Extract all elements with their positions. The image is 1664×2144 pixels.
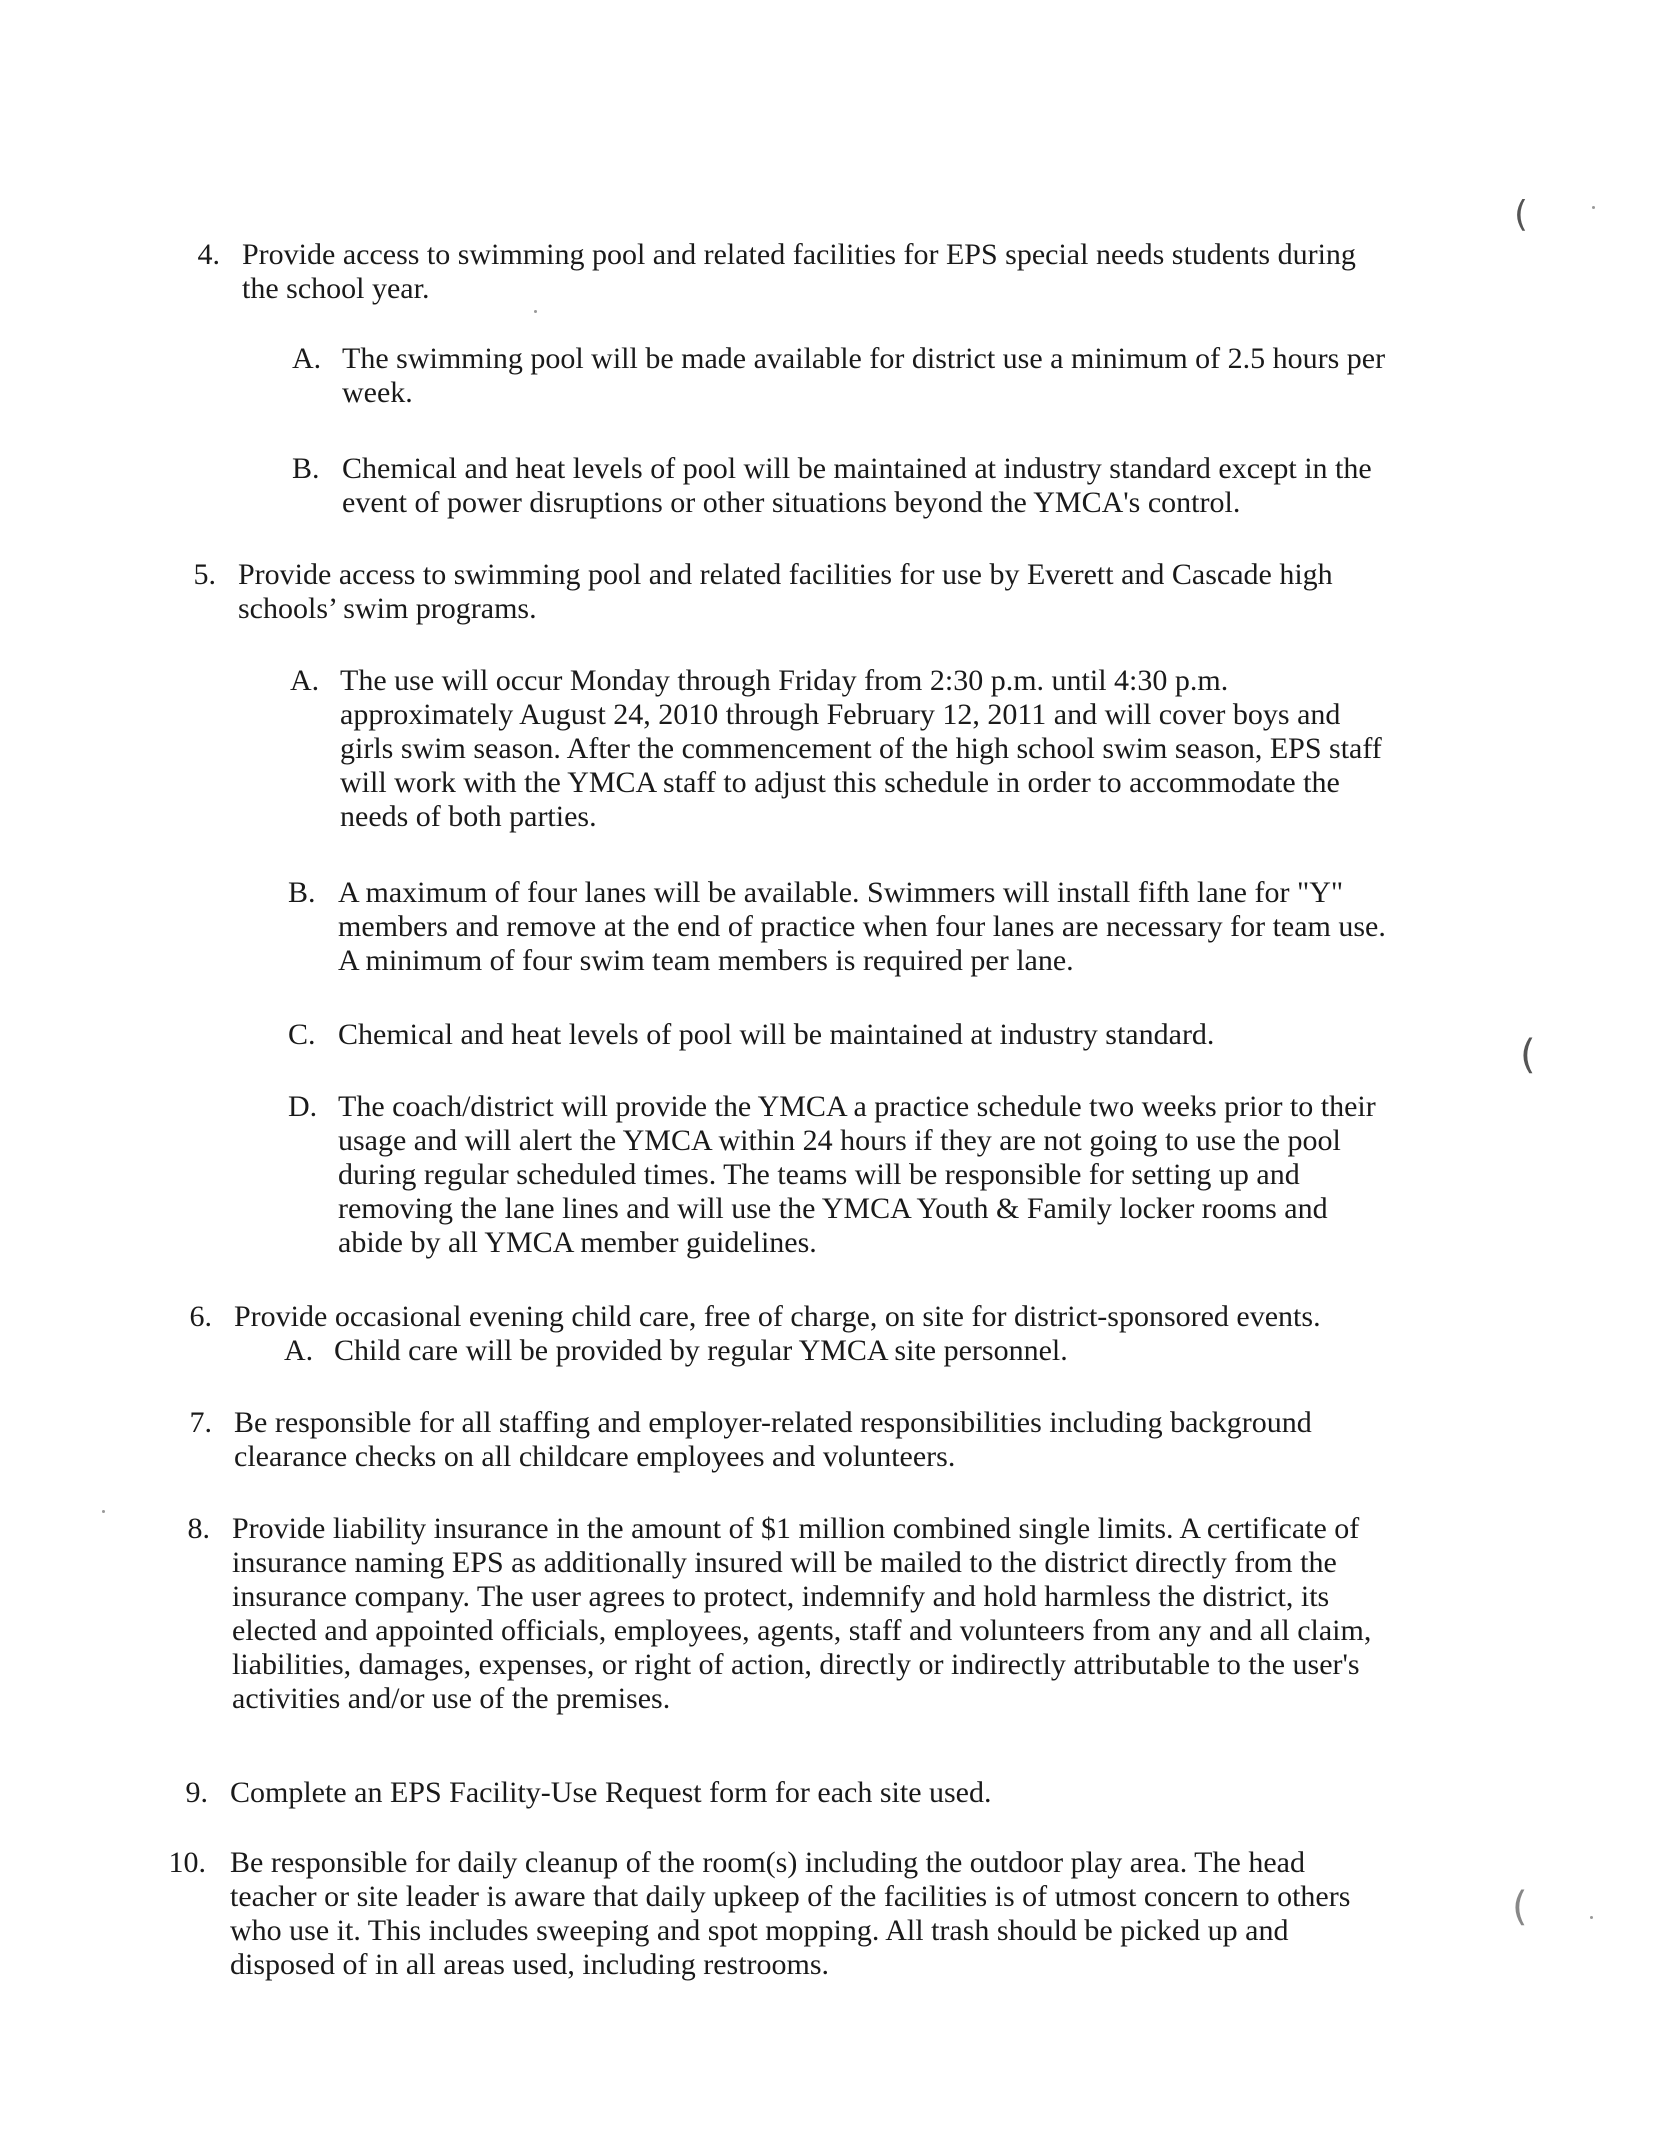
subitem-letter: A. [292, 342, 322, 375]
binder-hole-mark: ( [1514, 194, 1529, 235]
subitem-letter: A. [290, 664, 320, 697]
subitem-letter: D. [288, 1090, 318, 1123]
item-number: 6. [189, 1300, 212, 1333]
scan-speck [1590, 1916, 1593, 1919]
item-text: Provide occasional evening child care, free of charge, on site for district-sponsored events. [234, 1300, 1321, 1333]
scan-speck [534, 310, 537, 313]
item-text: Provide access to swimming pool and related facilities for use by Everett and Cascade high schools’ swim programs. [238, 558, 1333, 625]
item-text: Provide liability insurance in the amount of $1 million combined single limits. A certificate of insurance naming EPS as additionally insured will be mailed to the district directly from the insurance company. The user agrees to protect, indemnify and hold harmless the district, its elected and appointed officials, employees, agents, staff and volunteers from any and all claim, liabilities, damages, expenses, or right of action, directly or indirectly attributable to the user's activities and/or use of the premises. [232, 1512, 1372, 1715]
subitem-text: The swimming pool will be made available for district use a minimum of 2.5 hours per week. [342, 342, 1386, 409]
subitem-text: A maximum of four lanes will be available. Swimmers will install fifth lane for "Y" members and remove at the end of practice when four lanes are necessary for team use. A minimum of four swim team members is required per lane. [338, 876, 1386, 977]
item-number: 9. [185, 1776, 208, 1809]
subitem-text: The use will occur Monday through Friday from 2:30 p.m. until 4:30 p.m. approximately August 24, 2010 through February 12, 2011 and will cover boys and girls swim season. After the commencement of the high school swim season, EPS staff will work with the YMCA staff to adjust this schedule in order to accommodate the needs of both parties. [340, 664, 1382, 833]
item-number: 8. [187, 1512, 210, 1545]
subitem-letter: B. [292, 452, 320, 485]
subitem-text: Chemical and heat levels of pool will be maintained at industry standard except in the event of power disruptions or other situations beyond the YMCA's control. [342, 452, 1372, 519]
subitem-letter: A. [284, 1334, 314, 1367]
subitem-text: Chemical and heat levels of pool will be maintained at industry standard. [338, 1018, 1215, 1051]
item-text: Provide access to swimming pool and related facilities for EPS special needs students during the school year. [242, 238, 1356, 305]
subitem-letter: C. [288, 1018, 316, 1051]
item-text: Be responsible for daily cleanup of the room(s) including the outdoor play area. The head teacher or site leader is aware that daily upkeep of the facilities is of utmost concern to others who use it. This includes sweeping and spot mopping. All trash should be picked up and disposed of in all areas used, including restrooms. [230, 1846, 1351, 1981]
scan-speck [102, 1510, 105, 1513]
item-number: 7. [189, 1406, 212, 1439]
scan-speck [1592, 206, 1595, 209]
subitem-text: Child care will be provided by regular YMCA site personnel. [334, 1334, 1068, 1367]
binder-hole-mark: ( [1520, 1032, 1536, 1078]
item-number: 10. [168, 1846, 206, 1879]
item-text: Complete an EPS Facility-Use Request form for each site used. [230, 1776, 992, 1809]
binder-hole-mark: ( [1512, 1884, 1528, 1930]
subitem-text: The coach/district will provide the YMCA a practice schedule two weeks prior to their usage and will alert the YMCA within 24 hours if they are not going to use the pool during regular scheduled times. The teams will be responsible for setting up and removing the lane lines and will use the YMCA Youth & Family locker rooms and abide by all YMCA member guidelines. [338, 1090, 1376, 1259]
item-number: 5. [193, 558, 216, 591]
subitem-letter: B. [288, 876, 316, 909]
item-text: Be responsible for all staffing and employer-related responsibilities including background clearance checks on all childcare employees and volunteers. [234, 1406, 1312, 1473]
item-number: 4. [197, 238, 220, 271]
